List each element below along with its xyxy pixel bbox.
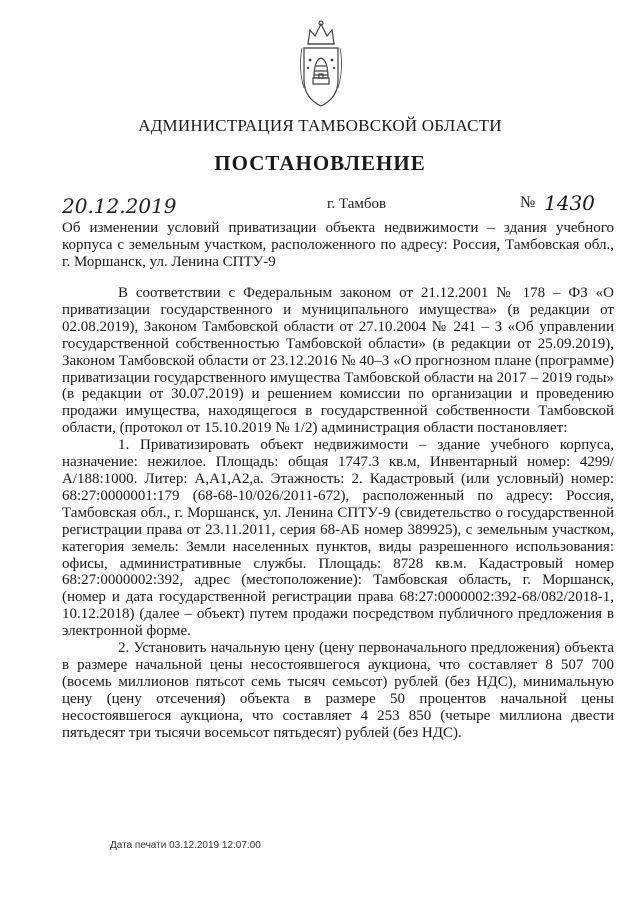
handwritten-date: 20.12.2019 [62,194,177,218]
item-2-paragraph: 2. Установить начальную цену (цену первоначального предложения) объекта в размере начальной цены несостоявшегося аукциона, что составляет 8 507 700 (восемь миллионов пятьсот семь тысяч семьсот) рублей (без НДС), минимальную цену (цену отсечения) объекта в размере 50 процентов начальной цены несостоявшегося аукциона, что составляет 4 253 850 (четыре миллиона двести пятьдесят три тысячи восемьсот пятьдесят) рублей (без НДС). [62,640,614,741]
print-date-footer: Дата печати 03.12.2019 12:07:00 [110,840,261,851]
coat-of-arms-icon [296,18,346,110]
number-sign: № [520,194,536,211]
document-subject: Об изменении условий приватизации объекта недвижимости – здания учебного корпуса с земельным участком, расположенного по адресу: Россия, Тамбовская обл., г. Моршанск, ул. Ленина СПТУ-9 [62,220,614,270]
city-label: г. Тамбов [327,196,387,212]
organization-title: АДМИНИСТРАЦИЯ ТАМБОВСКОЙ ОБЛАСТИ [138,116,502,135]
preamble-paragraph: В соответствии с Федеральным законом от 21.12.2001 № 178 – ФЗ «О приватизации государственного и муниципального имущества» (в редакции от 02.08.2019), Законом Тамбовской области от 27.10.2004 № 241 – З «Об управлении государственной собственностью Тамбовской области» (в редакции от 25.09.2019), Законом Тамбовской области от 23.12.2016 № 40–З «О прогнозном плане (программе) приватизации государственного имущества Тамбовской области на 2017 – 2019 годы» (в редакции от 30.07.2019) и решением комиссии по организации и проведению продажи имущества, находящегося в государственной собственности Тамбовской области, (протокол от 15.10.2019 № 1/2) администрация области постановляет: [62,285,614,437]
document-body [62,285,614,741]
document-type-heading: ПОСТАНОВЛЕНИЕ [214,151,426,175]
item-1-paragraph: 1. Приватизировать объект недвижимости – здание учебного корпуса, назначение: нежилое. Площадь: общая 1747.3 кв.м, Инвентарный номер: 4299/А/188:1000. Литер: А,А1,А2,а. Этажность: 2. Кадастровый (или условный) номер: 68:27:0000001:179 (68-68-10/026/2011-672), расположенный по адресу: Россия, Тамбовская обл., г. Моршанск, ул. Ленина СПТУ-9 (свидетельство о государственной регистрации права от 23.11.2011, серия 68-АБ номер 389925), с земельным участком, категория земель: Земли населенных пунктов, виды разрешенного использования: офисы, административные службы. Площадь: 8728 кв.м. Кадастровый номер 68:27:0000002:392, адрес (местоположение): Тамбовская область, г. Моршанск, (номер и дата государственной регистрации права 68:27:0000002:392-68/082/2018-1, 10.12.2018) (далее – объект) путем продажи посредством публичного предложения в электронной форме. [62,437,614,640]
handwritten-number: 1430 [544,191,595,215]
